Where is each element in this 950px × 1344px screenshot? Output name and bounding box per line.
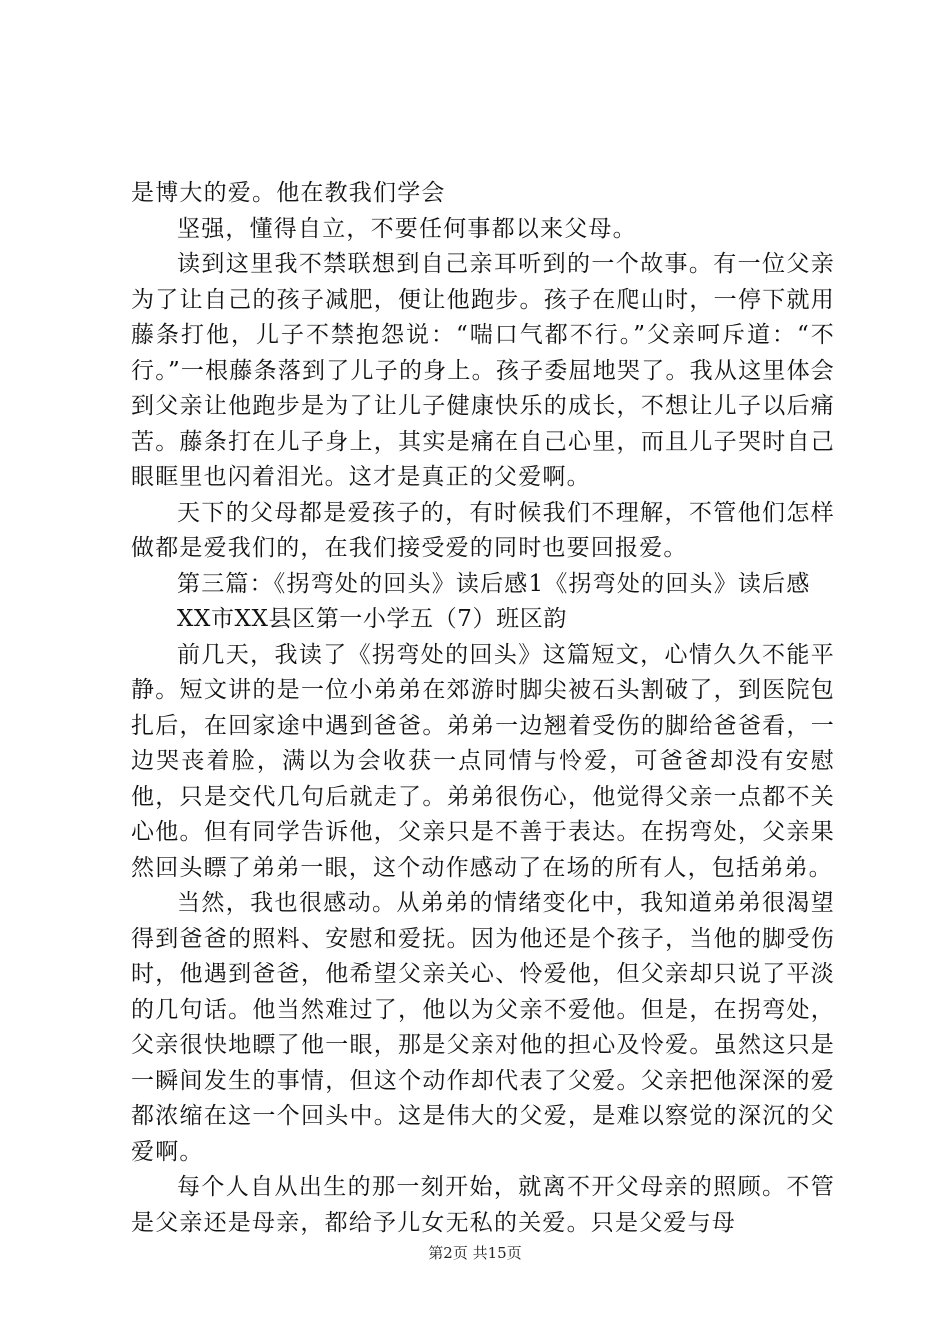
paragraph-8: 当然，我也很感动。从弟弟的情绪变化中，我知道弟弟很渴望得到爸爸的照料、安慰和爱抚。因为他还是个孩子，当他的脚受伤时，他遇到爸爸，他希望父亲关心、怜爱他，但父亲却只说了平淡的几句话。他当然难过了，他以为父亲不爱他。但是，在拐弯处，父亲很快地瞟了他一眼，那是父亲对他的担心及怜爱。虽然这只是一瞬间发生的事情，但这个动作却代表了父爱。父亲把他深深的爱都浓缩在这一个回头中。这是伟大的父爱，是难以察觉的深沉的父爱啊。	[131, 890, 835, 1165]
page-number-footer: 第2页 共15页	[428, 1244, 522, 1262]
section-heading: 第三篇：《拐弯处的回头》读后感1《拐弯处的回头》读后感	[177, 570, 811, 597]
paragraph-4: 天下的父母都是爱孩子的，有时候我们不理解，不管他们怎样做都是爱我们的，在我们接受爱的同时也要回报爱。	[131, 499, 835, 561]
body-text	[131, 176, 835, 1241]
paragraph-7: 前几天，我读了《拐弯处的回头》这篇短文，心情久久不能平静。短文讲的是一位小弟弟在郊游时脚尖被石头割破了，到医院包扎后，在回家途中遇到爸爸。弟弟一边翘着受伤的脚给爸爸看，一边哭丧着脸，满以为会收获一点同情与怜爱，可爸爸却没有安慰他，只是交代几句后就走了。弟弟很伤心，他觉得父亲一点都不关心他。但有同学告诉他，父亲只是不善于表达。在拐弯处，父亲果然回头瞟了弟弟一眼，这个动作感动了在场的所有人，包括弟弟。	[131, 641, 835, 881]
paragraph-1: 是博大的爱。他在教我们学会	[131, 180, 446, 206]
paragraph-3: 读到这里我不禁联想到自己亲耳听到的一个故事。有一位父亲为了让自己的孩子减肥，便让他跑步。孩子在爬山时，一停下就用藤条打他，儿子不禁抱怨说：“喘口气都不行。”父亲呵斥道：“不行。”一根藤条落到了儿子的身上。孩子委屈地哭了。我从这里体会到父亲让他跑步是为了让儿子健康快乐的成长，不想让儿子以后痛苦。藤条打在儿子身上，其实是痛在自己心里，而且儿子哭时自己眼眶里也闪着泪光。这才是真正的父爱啊。	[131, 251, 835, 490]
author-line: XX市XX县区第一小学五（7）班区韵	[177, 606, 567, 632]
paragraph-2: 坚强，懂得自立，不要任何事都以来父母。	[177, 215, 637, 242]
paragraph-9: 每个人自从出生的那一刻开始，就离不开父母亲的照顾。不管是父亲还是母亲，都给予儿女无私的关爱。只是父爱与母	[131, 1174, 835, 1236]
